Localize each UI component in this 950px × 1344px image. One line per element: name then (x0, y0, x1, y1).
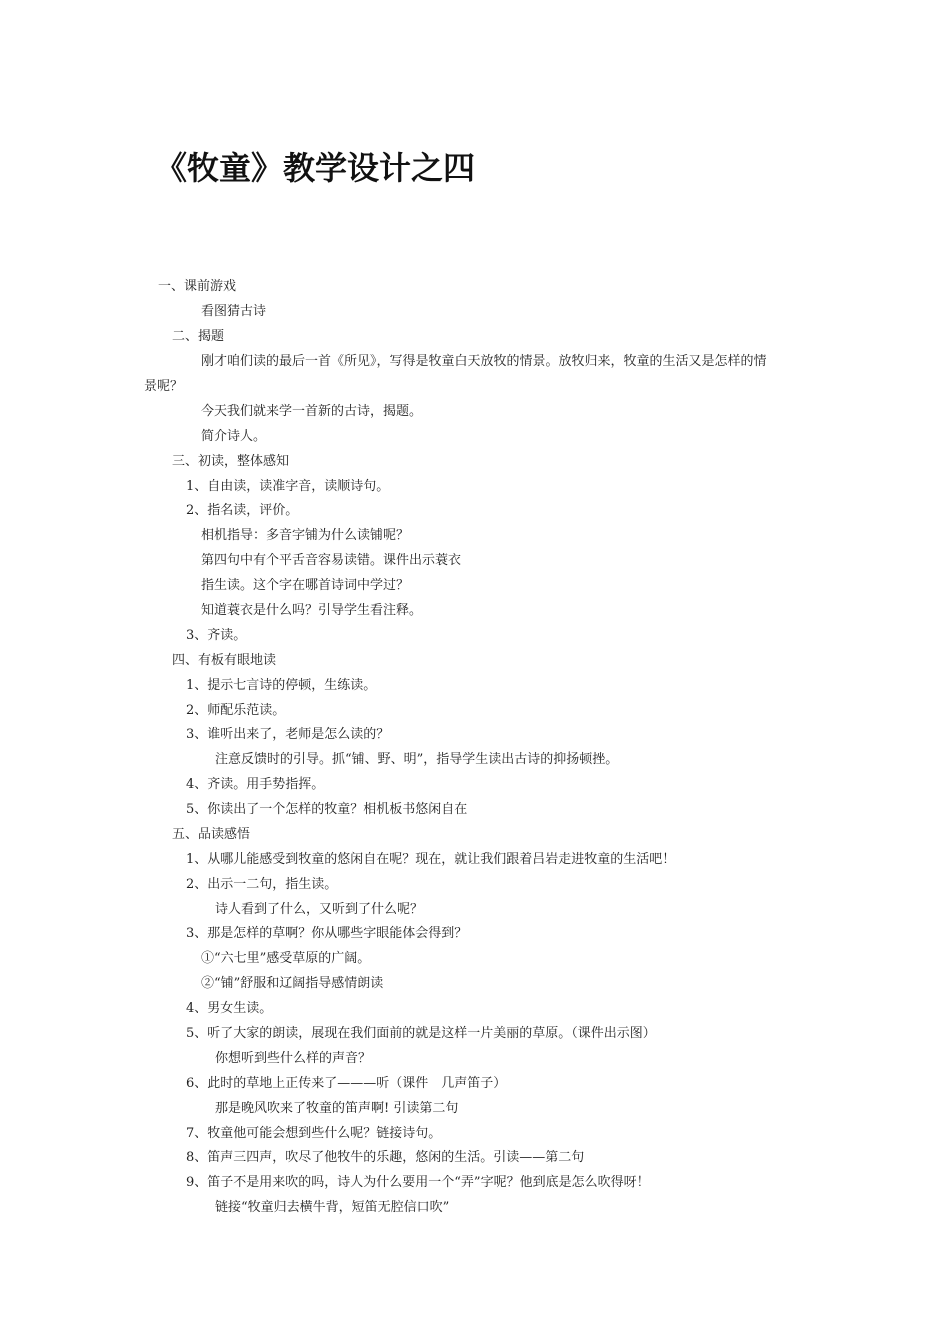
section-heading: 三、初读，整体感知 (172, 454, 290, 469)
body-line: 指生读。这个字在哪首诗词中学过？ (201, 578, 410, 593)
list-item: 5、你读出了一个怎样的牧童？相机板书悠闲自在 (186, 802, 468, 817)
list-item: 7、牧童他可能会想到些什么呢？链接诗句。 (186, 1126, 442, 1141)
list-item: 3、那是怎样的草啊？你从哪些字眼能体会得到？ (186, 926, 468, 941)
list-item: 2、师配乐范读。 (186, 703, 286, 718)
body-line: 看图猜古诗 (201, 304, 267, 319)
list-item: 6、此时的草地上正传来了———听（课件 几声笛子） (186, 1076, 507, 1091)
list-item: 3、齐读。 (186, 628, 247, 643)
section-heading: 二、揭题 (172, 329, 225, 344)
list-item: 1、自由读，读准字音，读顺诗句。 (186, 479, 390, 494)
body-line: 第四句中有个平舌音容易读错。课件出示蓑衣 (201, 553, 462, 568)
list-item: 8、笛声三四声，吹尽了他牧牛的乐趣，悠闲的生活。引读——第二句 (186, 1150, 585, 1165)
body-line: 那是晚风吹来了牧童的笛声啊! 引读第二句 (215, 1101, 459, 1116)
list-item: 9、笛子不是用来吹的吗，诗人为什么要用一个“弄”字呢？他到底是怎么吹得呀！ (186, 1175, 650, 1190)
body-line: 相机指导：多音字铺为什么读铺呢？ (201, 528, 410, 543)
body-line: 注意反馈时的引导。抓“铺、野、明”，指导学生读出古诗的抑扬顿挫。 (215, 752, 619, 767)
list-item: 3、谁听出来了，老师是怎么读的？ (186, 727, 390, 742)
body-line: 你想听到些什么样的声音？ (215, 1051, 372, 1066)
list-item: 5、听了大家的朗读，展现在我们面前的就是这样一片美丽的草原。（课件出示图） (186, 1026, 656, 1041)
list-item: 4、男女生读。 (186, 1001, 273, 1016)
body-line: 景呢？ (144, 379, 184, 394)
body-line: 刚才咱们读的最后一首《所见》，写得是牧童白天放牧的情景。放牧归来，牧童的生活又是怎样的情 (201, 354, 767, 369)
list-item: 1、提示七言诗的停顿，生练读。 (186, 678, 377, 693)
body-line: 诗人看到了什么，又听到了什么呢？ (215, 902, 424, 917)
body-line: 链接“牧童归去横牛背，短笛无腔信口吹” (215, 1200, 450, 1215)
body-line: 今天我们就来学一首新的古诗，揭题。 (201, 404, 423, 419)
section-heading: 一、课前游戏 (158, 279, 237, 294)
list-item: 2、出示一二句，指生读。 (186, 877, 338, 892)
body-line: ②“铺”舒服和辽阔指导感情朗读 (201, 976, 384, 991)
document-title: 《牧童》教学设计之四 (155, 149, 476, 187)
body-line: ①“六七里”感受草原的广阔。 (201, 951, 371, 966)
body-line: 知道蓑衣是什么吗？引导学生看注释。 (201, 603, 423, 618)
list-item: 2、指名读，评价。 (186, 503, 299, 518)
list-item: 1、从哪儿能感受到牧童的悠闲自在呢？现在，就让我们跟着吕岩走进牧童的生活吧！ (186, 852, 676, 867)
section-heading: 四、有板有眼地读 (172, 653, 277, 668)
section-heading: 五、品读感悟 (172, 827, 251, 842)
list-item: 4、齐读。用手势指挥。 (186, 777, 325, 792)
body-line: 简介诗人。 (201, 429, 267, 444)
